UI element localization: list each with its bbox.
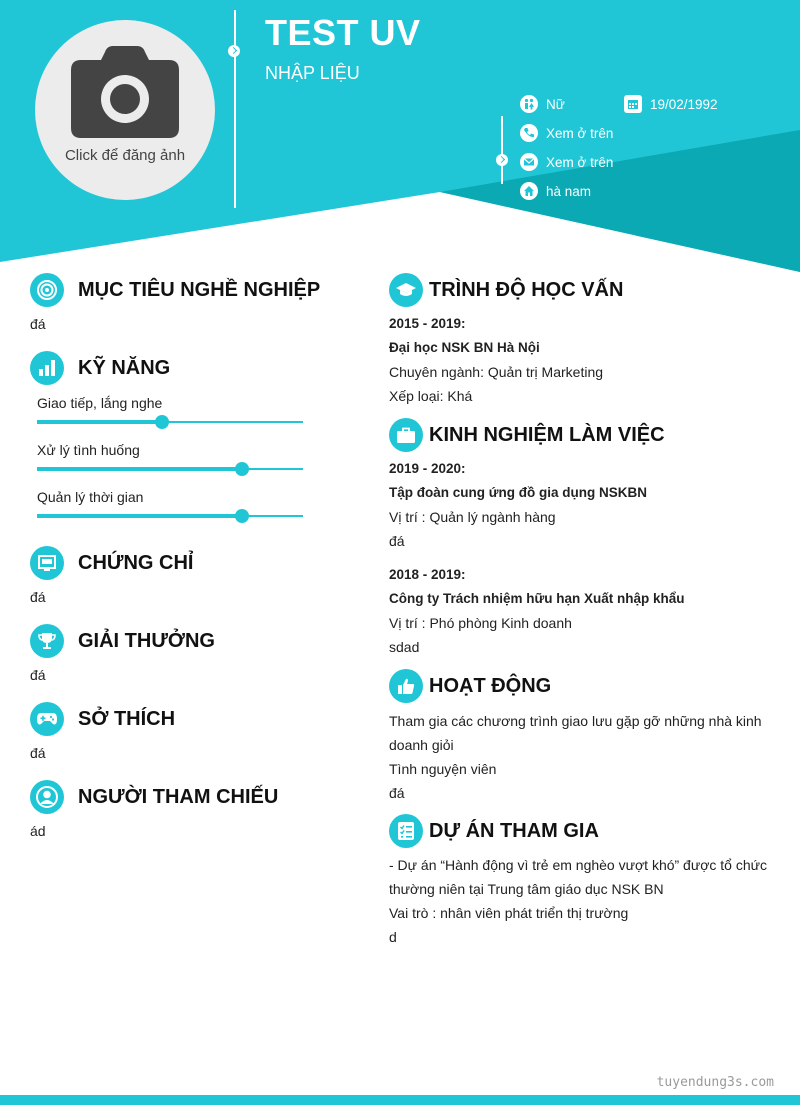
job-company[interactable]: Tập đoàn cung ứng đồ gia dụng NSKBN	[389, 485, 648, 500]
skill-knob[interactable]	[155, 415, 169, 429]
experience-section-title	[389, 418, 665, 452]
project-line: - Dự án “Hành động vì trẻ em nghèo vượt khó” được tổ chức thường niên tại Trung tâm giáo dục NSK BN	[389, 857, 768, 897]
job-description[interactable]: đá	[389, 533, 405, 549]
skills-section-title	[30, 351, 170, 385]
certificate-icon	[30, 546, 64, 580]
certificates-section-title	[30, 546, 193, 580]
skill-fill	[37, 514, 242, 518]
project-line: d	[389, 929, 397, 945]
job-role[interactable]: Vị trí : Quản lý ngành hàng	[389, 509, 556, 525]
certificates-text[interactable]: đá	[30, 589, 46, 605]
gender-value: Nữ	[546, 96, 565, 112]
skill-fill	[37, 420, 162, 424]
camera-icon	[71, 46, 179, 138]
email-field[interactable]	[520, 153, 613, 171]
job-period[interactable]: 2019 - 2020:	[389, 461, 466, 476]
activities-text[interactable]	[389, 709, 774, 805]
hobbies-section-title	[30, 702, 175, 736]
avatar-upload[interactable]	[35, 20, 215, 200]
user-circle-icon	[30, 780, 64, 814]
skill-slider[interactable]	[37, 421, 303, 423]
skills-title: KỸ NĂNG	[78, 356, 171, 379]
home-icon	[520, 182, 538, 200]
projects-title: DỰ ÁN THAM GIA	[429, 819, 599, 842]
skill-fill	[37, 467, 242, 471]
certificates-title: CHỨNG CHỈ	[78, 551, 194, 574]
job-company[interactable]: Công ty Trách nhiệm hữu hạn Xuất nhập khẩu	[389, 591, 685, 606]
skill-label: Xử lý tình huống	[37, 442, 140, 458]
activities-section-title	[389, 669, 551, 703]
phone-value: Xem ở trên	[546, 125, 614, 141]
contact-divider	[501, 116, 503, 184]
awards-section-title	[30, 624, 215, 658]
job-description[interactable]: sdad	[389, 639, 420, 655]
address-field[interactable]	[520, 182, 591, 200]
references-title: NGƯỜI THAM CHIẾU	[78, 785, 279, 808]
job-period[interactable]: 2018 - 2019:	[389, 567, 466, 582]
address-value: hà nam	[546, 183, 592, 199]
email-value: Xem ở trên	[546, 154, 614, 170]
skill-slider[interactable]	[37, 468, 303, 470]
skill-knob[interactable]	[235, 462, 249, 476]
gender-icon	[520, 95, 538, 113]
gender-field[interactable]	[520, 95, 565, 113]
references-text[interactable]: ád	[30, 823, 46, 839]
target-icon	[30, 273, 64, 307]
activities-title: HOẠT ĐỘNG	[429, 674, 552, 697]
bar-chart-icon	[30, 351, 64, 385]
contact-divider-arrow-icon	[496, 154, 508, 166]
education-major[interactable]: Chuyên ngành: Quản trị Marketing	[389, 364, 604, 380]
candidate-name[interactable]: TEST UV	[265, 12, 421, 53]
activity-line: Tình nguyện viên	[389, 761, 497, 777]
header-divider-arrow-icon	[228, 45, 240, 57]
objective-section-title	[30, 273, 320, 307]
trophy-icon	[30, 624, 64, 658]
activity-line: Tham gia các chương trình giao lưu gặp gỡ những nhà kinh doanh giỏi	[389, 713, 762, 753]
projects-section-title	[389, 814, 599, 848]
education-section-title	[389, 273, 623, 307]
phone-icon	[520, 124, 538, 142]
phone-field[interactable]	[520, 124, 613, 142]
job-role[interactable]: Vị trí : Phó phòng Kinh doanh	[389, 615, 572, 631]
education-school[interactable]: Đại học NSK BN Hà Nội	[389, 340, 540, 355]
education-title: TRÌNH ĐỘ HỌC VẤN	[429, 278, 624, 301]
education-rank[interactable]: Xếp loại: Khá	[389, 388, 473, 404]
skill-label: Quản lý thời gian	[37, 489, 144, 505]
hobbies-title: SỞ THÍCH	[78, 707, 176, 730]
activity-line: đá	[389, 785, 405, 801]
checklist-icon	[389, 814, 423, 848]
objective-text[interactable]: đá	[30, 316, 46, 332]
photo-caption: Click để đăng ảnh	[64, 147, 186, 164]
thumbs-up-icon	[389, 669, 423, 703]
experience-title: KINH NGHIỆM LÀM VIỆC	[429, 423, 665, 446]
briefcase-icon	[389, 418, 423, 452]
references-section-title	[30, 780, 278, 814]
graduation-cap-icon	[389, 273, 423, 307]
education-period[interactable]: 2015 - 2019:	[389, 316, 466, 331]
hobbies-text[interactable]: đá	[30, 745, 46, 761]
mail-icon	[520, 153, 538, 171]
objective-title: MỤC TIÊU NGHỀ NGHIỆP	[78, 278, 321, 301]
skill-slider[interactable]	[37, 515, 303, 517]
skill-label: Giao tiếp, lắng nghe	[37, 395, 163, 411]
birthday-field[interactable]	[624, 95, 718, 113]
awards-title: GIẢI THƯỞNG	[78, 629, 215, 652]
skill-knob[interactable]	[235, 509, 249, 523]
gamepad-icon	[30, 702, 64, 736]
birthday-value: 19/02/1992	[650, 96, 718, 112]
watermark: tuyendung3s.com	[656, 1075, 774, 1090]
awards-text[interactable]: đá	[30, 667, 46, 683]
project-line: Vai trò : nhân viên phát triển thị trường	[389, 905, 629, 921]
footer-bar	[0, 1095, 800, 1105]
calendar-icon	[624, 95, 642, 113]
candidate-position[interactable]: NHẬP LIỆU	[265, 63, 360, 83]
header-divider	[234, 10, 236, 208]
projects-text[interactable]	[389, 853, 774, 949]
